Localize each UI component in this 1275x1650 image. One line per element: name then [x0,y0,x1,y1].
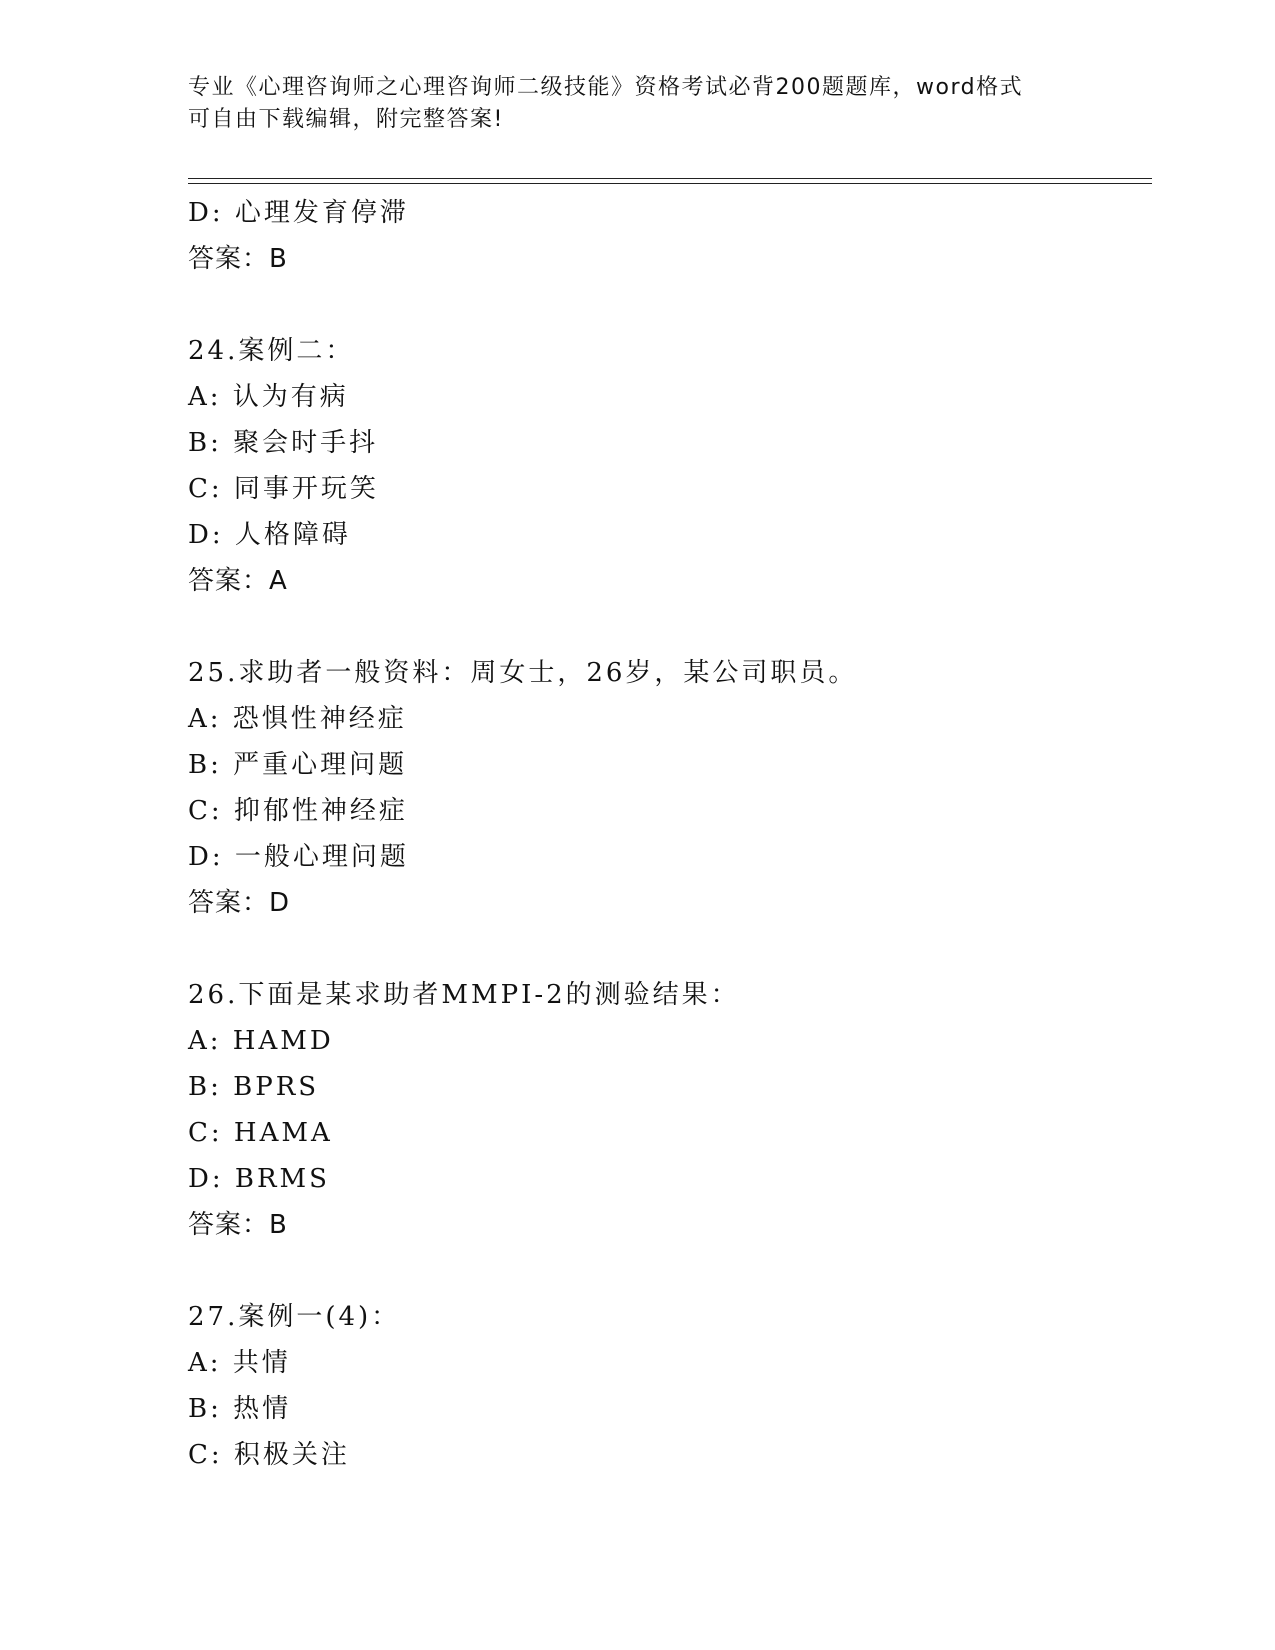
question-27-option-b: B: 热情 [188,1394,292,1424]
question-24-answer: 答案：A [188,566,288,596]
spacer [188,1248,1148,1294]
header-divider-top [188,178,1152,179]
question-26-answer: 答案：B [188,1210,288,1240]
prev-answer: 答案：B [188,244,288,274]
question-27-option-a: A: 共情 [188,1348,291,1378]
question-25-option-d: D: 一般心理问题 [188,842,409,872]
question-24-option-b: B: 聚会时手抖 [188,428,379,458]
question-26-stem: 26.下面是某求助者MMPI-2的测验结果： [188,980,740,1010]
header-line-1: 专业《心理咨询师之心理咨询师二级技能》资格考试必背200题题库，word格式 [188,75,1024,100]
question-25-answer: 答案：D [188,888,291,918]
question-26-option-d: D: BRMS [188,1164,330,1194]
question-25-option-b: B: 严重心理问题 [188,750,408,780]
question-25-stem: 25.求助者一般资料：周女士，26岁，某公司职员。 [188,658,858,688]
header-divider-bottom [188,183,1152,184]
document-header [188,72,1088,136]
question-27-option-c: C: 积极关注 [188,1440,350,1470]
question-24-option-a: A: 认为有病 [188,382,349,412]
spacer [188,282,1148,328]
question-26-option-a: A: HAMD [188,1026,334,1056]
spacer [188,604,1148,650]
question-25-option-a: A: 恐惧性神经症 [188,704,407,734]
question-25-option-c: C: 抑郁性神经症 [188,796,408,826]
prev-option-d: D: 心理发育停滞 [188,198,409,228]
question-24-stem: 24.案例二： [188,336,355,366]
question-24-option-c: C: 同事开玩笑 [188,474,379,504]
question-26-option-b: B: BPRS [188,1072,320,1102]
question-27-stem: 27.案例一(4)： [188,1302,401,1332]
header-line-2: 可自由下载编辑，附完整答案! [188,107,504,132]
question-list [188,190,1148,1478]
spacer [188,926,1148,972]
question-24-option-d: D: 人格障碍 [188,520,351,550]
question-26-option-c: C: HAMA [188,1118,333,1148]
